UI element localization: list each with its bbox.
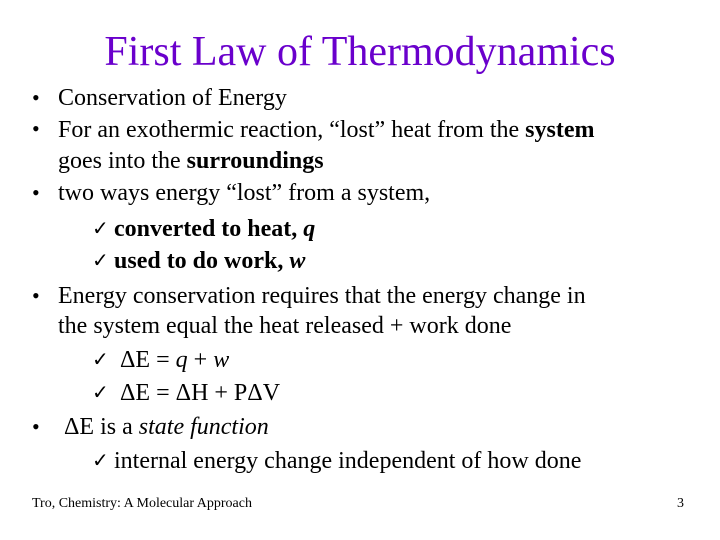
equation-plus: +	[187, 347, 214, 373]
slide-title: First Law of Thermodynamics	[104, 29, 616, 75]
equation-text: ΔE = ΔH + PΔV	[120, 380, 281, 406]
bullet-exothermic-line2	[58, 145, 324, 177]
checkmark-icon: ✓	[92, 216, 109, 240]
bullet-text: Conservation of Energy	[58, 85, 287, 111]
variable-w: w	[213, 347, 230, 373]
bullet-text: Energy conservation requires that the energy change in	[58, 283, 586, 309]
term-state-function: state function	[138, 414, 269, 440]
term-surroundings: surroundings	[186, 148, 324, 174]
term-system: system	[525, 117, 595, 143]
variable-w: w	[289, 248, 306, 274]
variable-q: q	[175, 347, 188, 373]
checkmark-icon: ✓	[92, 347, 109, 371]
bullet-icon: •	[32, 180, 40, 205]
page-number: 3	[677, 496, 684, 511]
checkmark-icon: ✓	[92, 380, 109, 404]
subitem-text: converted to heat,	[114, 216, 304, 242]
bullet-icon: •	[32, 283, 40, 308]
variable-q: q	[303, 216, 316, 242]
equation-enthalpy	[92, 377, 280, 409]
bullet-text: ΔE is a	[64, 414, 139, 440]
checkmark-icon: ✓	[92, 248, 109, 272]
bullet-icon: •	[32, 414, 40, 439]
subitem-heat	[92, 213, 315, 245]
bullet-exothermic-line1	[58, 114, 594, 146]
subitem-text: used to do work,	[114, 248, 290, 274]
equation-first-law	[92, 344, 229, 376]
subitem-internal-energy	[92, 445, 581, 477]
bullet-state-function	[58, 411, 269, 443]
bullet-icon: •	[32, 85, 40, 110]
bullet-text: goes into the	[58, 148, 187, 174]
bullet-two-ways	[58, 177, 430, 209]
bullet-energy-conservation-line1	[58, 280, 586, 312]
bullet-conservation	[58, 82, 287, 114]
footer-source: Tro, Chemistry: A Molecular Approach	[32, 496, 252, 511]
subitem-work	[92, 245, 305, 277]
equation-text: ΔE =	[120, 347, 176, 373]
bullet-energy-conservation-line2	[58, 310, 511, 342]
bullet-text: two ways energy “lost” from a system,	[58, 180, 431, 206]
bullet-icon: •	[32, 116, 40, 141]
bullet-text: the system equal the heat released + work done	[58, 313, 512, 339]
checkmark-icon: ✓	[92, 448, 109, 472]
subitem-text: internal energy change independent of how done	[114, 448, 582, 474]
bullet-text: For an exothermic reaction, “lost” heat from the	[58, 117, 526, 143]
